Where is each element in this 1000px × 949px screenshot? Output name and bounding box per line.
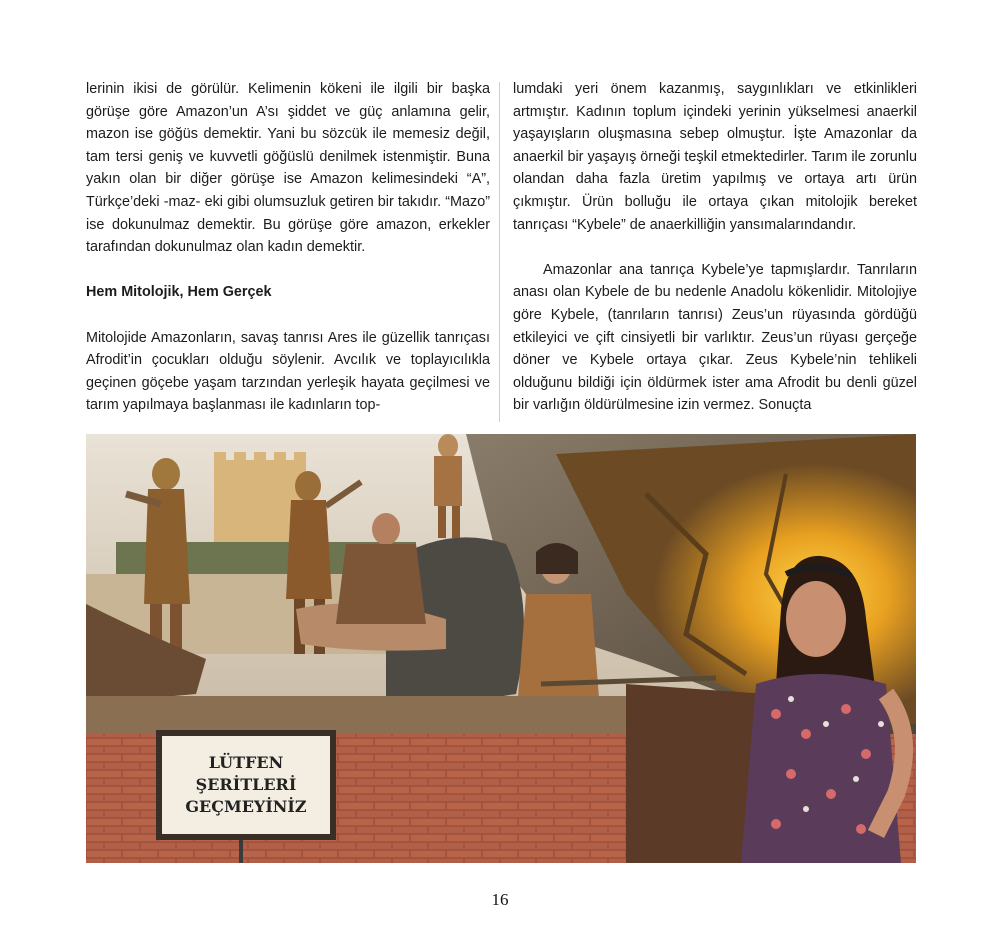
right-column (513, 78, 917, 417)
body-paragraph: lumdaki yeri önem kazanmış, saygınlıkları ve etkinlikleri artmıştır. Kadının toplum içindeki yerinin yükselmesi anaerkil yaşayışların oluşmasına sebep olmuştur. İşte Amazonlar da anaerkil bir yaşayış örneği teşkil etmektedirler. Tarım ile zorunlu olandan daha fazla üretim yapılmış ve ortaya artı ürün çıkmıştır. Ürün bolluğu ile ortaya çıkan mitolojik bereket tanrıçası “Kybele” de anaerkilliğin yansımalarındandır. (513, 81, 917, 233)
page-number: 16 (491, 890, 509, 909)
divider-line (499, 82, 500, 422)
museum-photo (86, 434, 916, 863)
body-paragraph: Amazonlar ana tanrıça Kybele’ye tapmışlardır. Tanrıların anası olan Kybele de bu nedenle Anadolu kökenlidir. Mitolojiye göre Kybele, (tanrıların tanrısı) Zeus’un rüyasında gördüğü etkileyici ve çift cinsiyetli bir varlıktır. Zeus’un rüyası gerçeğe döner ve Kybele ortaya çıkar. Zeus Kybele’nin tehlikeli olduğunu bildiği için öldürmek ister ama Afrodit bu denli güzel bir varlığın öldürülmesine izin vermez. Sonuçta (513, 261, 917, 414)
body-paragraph: lerinin ikisi de görülür. Kelimenin kökeni ile ilgili bir başka görüşe göre Amazon’un A’sı şiddet ve güç anlamına gelir, mazon ise göğüs demektir. Yani bu sözcük ile memesiz değil, tam tersi geniş ve kuvvetli göğüslü denilmek istenmiştir. Buna yakın olan bir diğer görüşe ise Amazon kelimesindeki “A”, Türkçe’deki -maz- eki gibi olumsuzluk getiren bir takıdır. “Mazo” ise dokunulmaz demektir. Bu görüşe göre amazon, erkekler tarafından dokunulmaz olan kadın demektir. (86, 81, 490, 256)
body-paragraph: Mitolojide Amazonların, savaş tanrısı Ares ile güzellik tanrıçası Afrodit’in çocukları olduğu söylenir. Avcılık ve toplayıcılıkla geçinen göçebe yaşam tarzından yerleşik hayata geçilmesi ve tarım yapılmaya başlanması ile kadınların top- (86, 329, 490, 414)
section-heading: Hem Mitolojik, Hem Gerçek (86, 284, 272, 301)
left-column (86, 78, 490, 417)
sign-line-1: LÜTFEN (208, 753, 284, 772)
sign-line-3: GEÇMEYİNİZ (185, 797, 307, 816)
sign-line-2: ŞERİTLERİ (195, 775, 297, 794)
